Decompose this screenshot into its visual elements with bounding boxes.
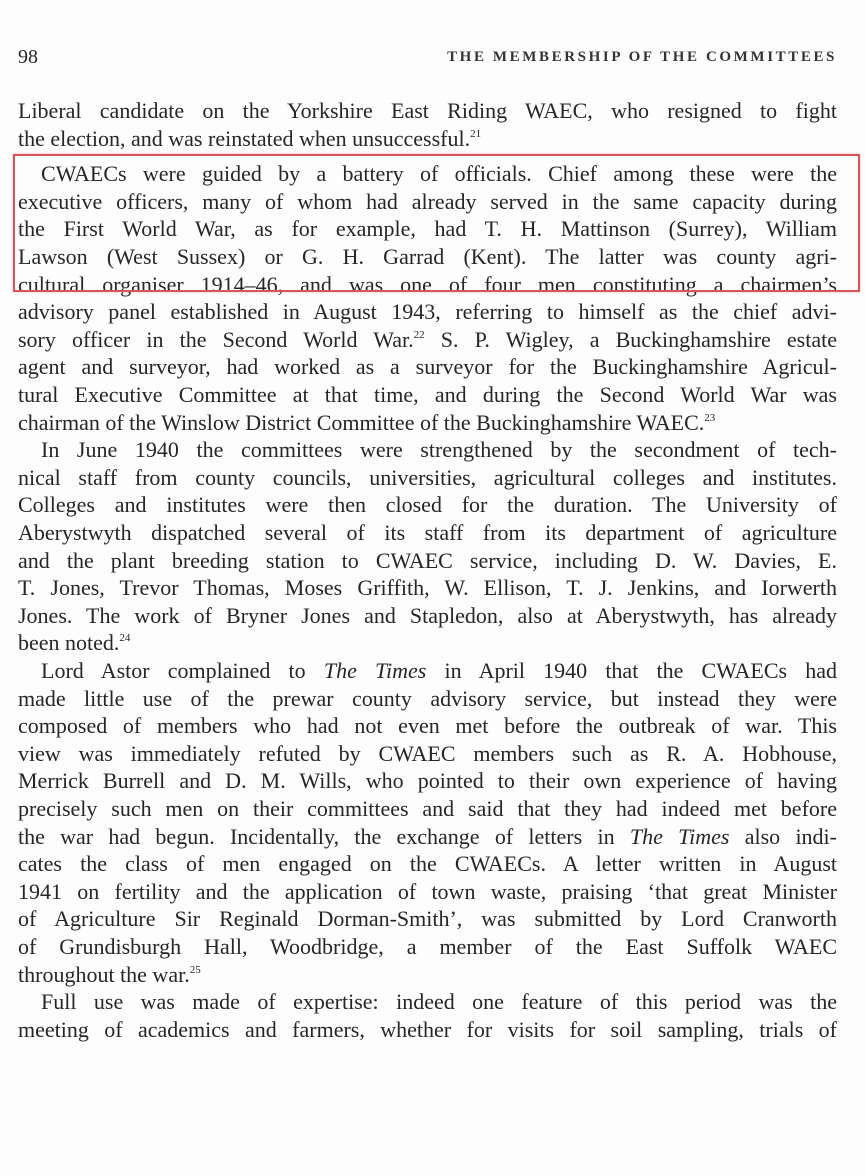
page-number: 98 xyxy=(18,46,38,68)
text-line xyxy=(18,850,837,878)
line-text: and the plant breeding station to CWAEC service, including D. W. Davies, E. xyxy=(18,547,837,573)
text-line xyxy=(18,905,837,933)
line-text: nical staff from county councils, universities, agricultural colleges and institutes. xyxy=(18,464,837,490)
running-head: THE MEMBERSHIP OF THE COMMITTEES xyxy=(447,49,837,65)
line-text: meeting of academics and farmers, whether for visits for soil sampling, trials of xyxy=(18,1016,837,1042)
text-line xyxy=(18,160,837,188)
line-text: the election, and was reinstated when unsuccessful. xyxy=(18,125,471,151)
text-line xyxy=(18,629,837,657)
text-line xyxy=(18,795,837,823)
line-text: chairman of the Winslow District Committee of the Buckinghamshire WAEC. xyxy=(18,409,705,435)
text-line xyxy=(18,326,837,354)
text-line xyxy=(18,988,837,1016)
line-text: Liberal candidate on the Yorkshire East Riding WAEC, who resigned to fight xyxy=(18,98,837,123)
line-text: cates the class of men engaged on the CWAECs. A letter written in August xyxy=(18,851,837,877)
line-text: 1941 on fertility and the application of town waste, praising ‘that great Minister xyxy=(18,878,837,904)
text-line xyxy=(18,243,837,271)
text-line xyxy=(18,215,837,243)
text-line xyxy=(18,409,837,437)
line-text: been noted. xyxy=(18,630,120,656)
text-line xyxy=(18,602,837,630)
line-text-tail: S. P. Wigley, a Buckinghamshire estate xyxy=(424,326,837,352)
text-line xyxy=(18,712,837,740)
text-line xyxy=(18,491,837,519)
line-text: Jones. The work of Bryner Jones and Stapledon, also at Aberystwyth, has already xyxy=(18,602,837,628)
line-text: throughout the war. xyxy=(18,961,190,987)
text-line xyxy=(18,740,837,768)
text-line xyxy=(18,574,837,602)
text-line xyxy=(18,519,837,547)
line-text: CWAECs were guided by a battery of officials. Chief among these were the xyxy=(41,161,837,187)
line-text: made little use of the prewar county advisory service, but instead they were xyxy=(18,685,837,711)
footnote-ref[interactable]: 25 xyxy=(189,963,201,976)
line-text-tail: in April 1940 that the CWAECs had xyxy=(426,658,837,683)
line-text-tail: also indi- xyxy=(729,823,837,849)
footnote-ref[interactable]: 21 xyxy=(470,127,482,140)
italic-title: The Times xyxy=(323,658,427,683)
line-text: sory officer in the Second World War. xyxy=(18,326,414,352)
text-line xyxy=(18,657,837,685)
text-line xyxy=(18,961,837,989)
line-text: the First World War, as for example, had T. H. Mattinson (Surrey), William xyxy=(18,216,837,242)
text-line xyxy=(18,97,837,125)
text-line xyxy=(18,878,837,906)
text-line xyxy=(18,381,837,409)
footnote-ref[interactable]: 23 xyxy=(704,411,716,424)
body-text xyxy=(18,97,837,1045)
text-line xyxy=(18,823,837,851)
line-text: view was immediately refuted by CWAEC members such as R. A. Hobhouse, xyxy=(18,740,837,766)
line-text: composed of members who had not even met before the outbreak of war. This xyxy=(18,713,837,739)
text-line xyxy=(18,353,837,381)
line-text: cultural organiser 1914–46, and was one of four men constituting a chairmen’s xyxy=(18,271,837,297)
line-text: T. Jones, Trevor Thomas, Moses Griffith, W. Ellison, T. J. Jenkins, and Iorwerth xyxy=(18,575,837,601)
text-line xyxy=(18,547,837,575)
line-text: Lawson (West Sussex) or G. H. Garrad (Kent). The latter was county agri- xyxy=(18,244,837,269)
line-text: the war had begun. Incidentally, the exchange of letters in xyxy=(18,823,630,849)
line-text: Lord Astor complained to xyxy=(41,658,324,683)
text-line xyxy=(18,464,837,492)
italic-title: The Times xyxy=(629,823,730,849)
line-text: Full use was made of expertise: indeed one feature of this period was the xyxy=(41,989,837,1015)
text-line xyxy=(18,767,837,795)
text-line xyxy=(18,685,837,713)
text-line xyxy=(18,436,837,464)
line-text: precisely such men on their committees and said that they had indeed met before xyxy=(18,796,837,821)
line-text: advisory panel established in August 1943, referring to himself as the chief advi- xyxy=(18,299,837,325)
line-text: tural Executive Committee at that time, and during the Second World War was xyxy=(18,382,837,407)
line-text: of Grundisburgh Hall, Woodbridge, a member of the East Suffolk WAEC xyxy=(18,934,837,959)
line-text: In June 1940 the committees were strengthened by the secondment of tech- xyxy=(41,437,837,463)
text-line xyxy=(18,125,837,153)
line-text: Aberystwyth dispatched several of its staff from its department of agriculture xyxy=(18,520,837,545)
footnote-ref[interactable]: 22 xyxy=(413,328,425,341)
text-line xyxy=(18,298,837,326)
line-text: of Agriculture Sir Reginald Dorman-Smith’, was submitted by Lord Cranworth xyxy=(18,906,837,932)
line-text: executive officers, many of whom had already served in the same capacity during xyxy=(18,188,837,214)
text-line xyxy=(18,188,837,216)
line-text: agent and surveyor, had worked as a surveyor for the Buckinghamshire Agricul- xyxy=(18,354,837,380)
line-text: Merrick Burrell and D. M. Wills, who pointed to their own experience of having xyxy=(18,768,837,794)
footnote-ref[interactable]: 24 xyxy=(119,632,131,645)
text-line xyxy=(18,271,837,299)
page-header xyxy=(18,46,837,72)
line-text: Colleges and institutes were then closed for the duration. The University of xyxy=(18,492,837,518)
text-line xyxy=(18,1016,837,1044)
text-line xyxy=(18,933,837,961)
